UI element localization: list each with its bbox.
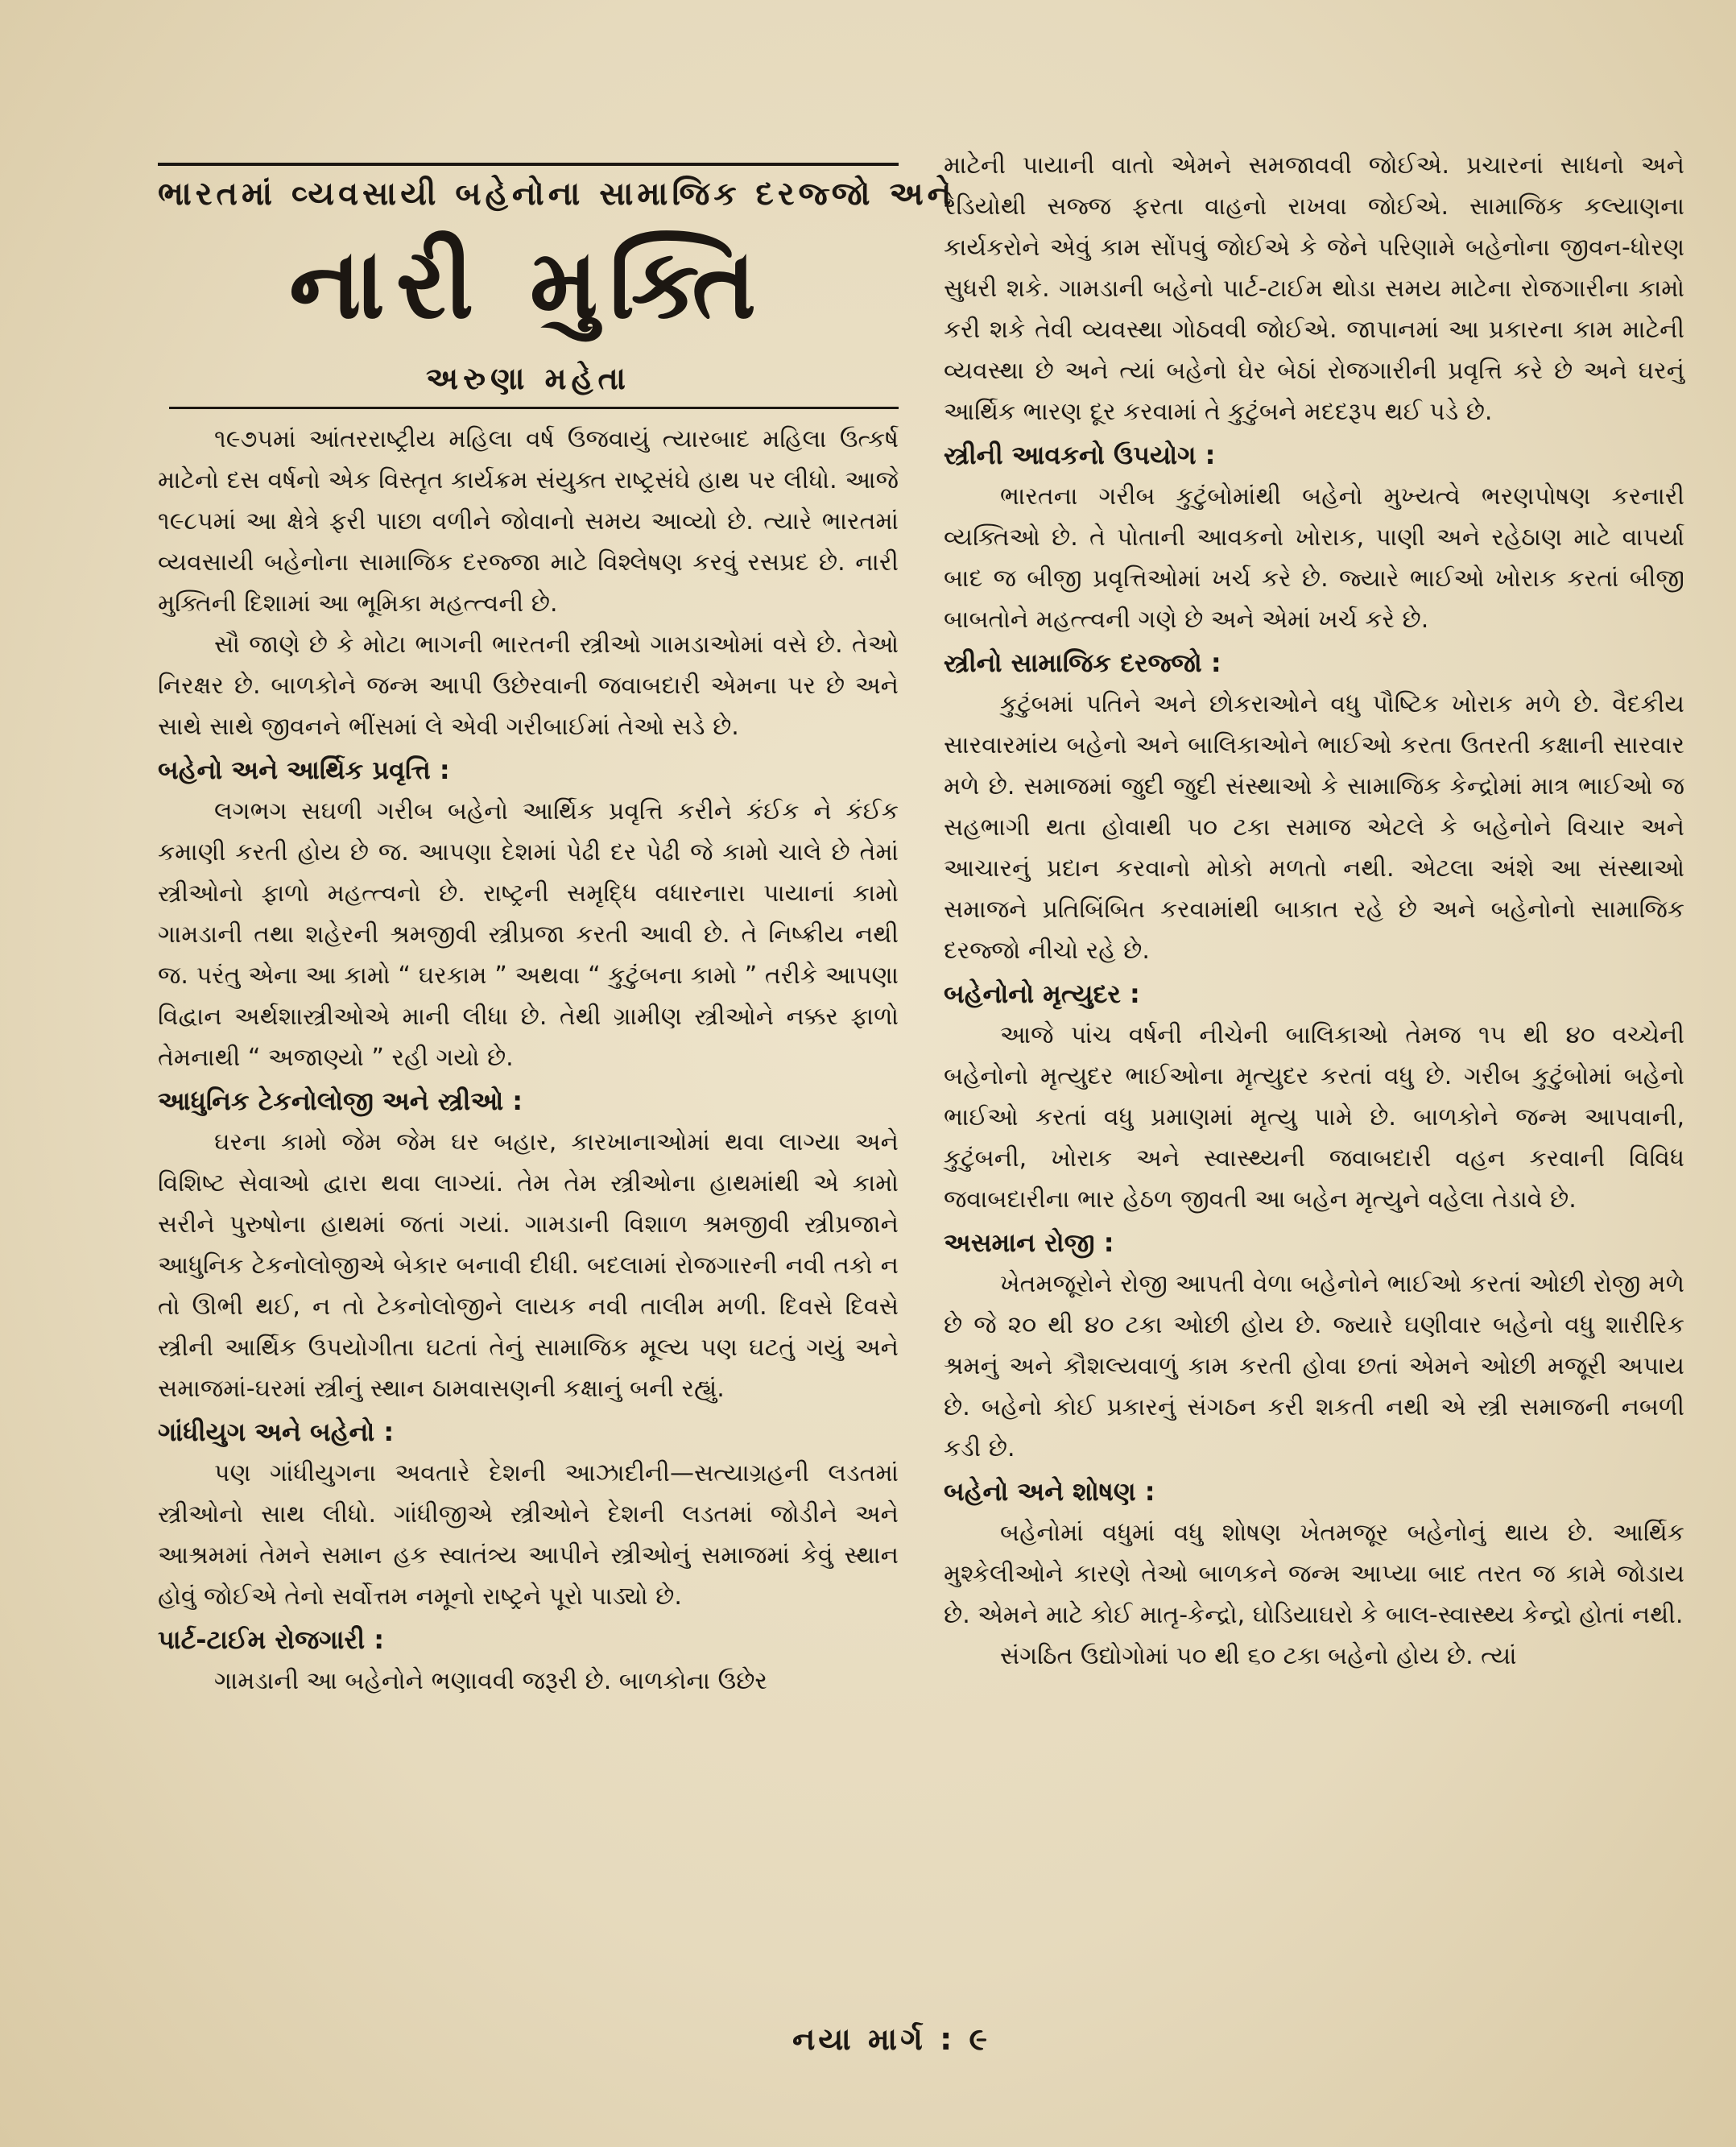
article-author: અરુણા મહેતા: [426, 361, 630, 396]
left-column: [158, 145, 956, 1702]
section-heading: બહેનો અને આર્થિક પ્રવૃત્તિ :: [158, 755, 450, 785]
section-heading: આધુનિક ટેકનોલોજી અને સ્ત્રીઓ :: [158, 1086, 523, 1116]
section-heading: ગાંધીયુગ અને બહેનો :: [158, 1417, 395, 1447]
right-column: [944, 145, 1684, 1677]
section-heading: બહેનો અને શોષણ :: [944, 1476, 1155, 1507]
section-heading: બહેનોનો મૃત્યુદર :: [944, 978, 1140, 1009]
paragraph: ખેતમજૂરોને રોજી આપતી વેળા બહેનોને ભાઈઓ કરતાં ઓછી રોજી મળે છે જે ૨૦ થી ૪૦ ટકા ઓછી હોય છે. જ્યારે ઘણીવાર બહેનો વધુ શારીરિક શ્રમનું અને કૌશલ્યવાળું કામ કરતી હોવા છતાં એમને ઓછી મજૂરી અપાય છે. બહેનો કોઈ પ્રકારનું સંગઠન કરી શકતી નથી એ સ્ત્રી સમાજની નબળી કડી છે.: [944, 1270, 1684, 1462]
paragraph: આજે પાંચ વર્ષની નીચેની બાલિકાઓ તેમજ ૧૫ થી ૪૦ વચ્ચેની બહેનોનો મૃત્યુદર ભાઈઓના મૃત્યુદર કરતાં વધુ છે. ગરીબ કુટુંબોમાં બહેનો ભાઈઓ કરતાં વધુ પ્રમાણમાં મૃત્યુ પામે છે. બાળકોને જન્મ આપવાની, કુટુંબની, ખોરાક અને સ્વાસ્થ્યની જવાબદારી વહન કરવાની વિવિધ જવાબદારીના ભાર હેઠળ જીવતી આ બહેન મૃત્યુને વહેલા તેડાવે છે.: [944, 1021, 1684, 1214]
paragraph: પણ ગાંધીયુગના અવતારે દેશની આઝાદીની—સત્યાગ્રહની લડતમાં સ્ત્રીઓનો સાથ લીધો. ગાંધીજીએ સ્ત્રીઓને દેશની લડતમાં જોડીને અને આશ્રમમાં તેમને સમાન હક સ્વાતંત્ર્ય આપીને સ્ત્રીઓનું સમાજમાં કેવું સ્થાન હોવું જોઈએ તેનો સર્વોત્તમ નમૂનો રાષ્ટ્રને પૂરો પાડ્યો છે.: [158, 1459, 899, 1611]
byline-rule: [169, 407, 899, 409]
page-footer: નયા માર્ગ : ૯: [792, 2021, 991, 2057]
section-heading: પાર્ટ-ટાઈમ રોજગારી :: [158, 1624, 385, 1655]
paragraph: લગભગ સઘળી ગરીબ બહેનો આર્થિક પ્રવૃત્તિ કરીને કંઈક ને કંઈક કમાણી કરતી હોય છે જ. આપણા દેશમાં પેઢી દર પેઢી જે કામો ચાલે છે તેમાં સ્ત્રીઓનો ફાળો મહત્ત્વનો છે. રાષ્ટ્રની સમૃદ્ધિ વધારનારા પાયાનાં કામો ગામડાની તથા શહેરની શ્રમજીવી સ્ત્રીપ્રજા કરતી આવી છે. તે નિષ્ક્રીય નથી જ. પરંતુ એના આ કામો “ ઘરકામ ” અથવા “ કુટુંબના કામો ” તરીકે આપણા વિદ્વાન અર્થશાસ્ત્રીઓએ માની લીધા છે. તેથી ગ્રામીણ સ્ત્રીઓને નક્કર ફાળો તેમનાથી “ અજાણ્યો ” રહી ગયો છે.: [158, 797, 899, 1072]
paragraph: કુટુંબમાં પતિને અને છોકરાઓને વધુ પૌષ્ટિક ખોરાક મળે છે. વૈદકીય સારવારમાંય બહેનો અને બાલિકાઓને ભાઈઓ કરતા ઉતરતી કક્ષાની સારવાર મળે છે. સમાજમાં જુદી જુદી સંસ્થાઓ કે સામાજિક કેન્દ્રોમાં માત્ર ભાઈઓ જ સહભાગી થતા હોવાથી ૫૦ ટકા સમાજ એટલે કે બહેનોને વિચાર અને આચારનું પ્રદાન કરવાનો મોકો મળતો નથી. એટલા અંશે આ સંસ્થાઓ સમાજને પ્રતિબિંબિત કરવામાંથી બાકાત રહે છે અને બહેનોનો સામાજિક દરજ્જો નીચો રહે છે.: [944, 690, 1684, 965]
paragraph: ગામડાની આ બહેનોને ભણાવવી જરૂરી છે. બાળકોના ઉછેર: [214, 1667, 767, 1695]
paragraph: ૧૯૭૫માં આંતરરાષ્ટ્રીય મહિલા વર્ષ ઉજવાયું ત્યારબાદ મહિલા ઉત્કર્ષ માટેનો દસ વર્ષનો એક વિસ્તૃત કાર્યક્રમ સંયુક્ત રાષ્ટ્રસંઘે હાથ પર લીધો. આજે ૧૯૮૫માં આ ક્ષેત્રે ફરી પાછા વળીને જોવાનો સમય આવ્યો છે. ત્યારે ભારતમાં વ્યવસાયી બહેનોના સામાજિક દરજ્જા માટે વિશ્લેષણ કરવું રસપ્રદ છે. નારી મુક્તિની દિશામાં આ ભૂમિકા મહત્ત્વની છે.: [158, 425, 899, 618]
left-body: [158, 419, 899, 1702]
paragraph: ઘરના કામો જેમ જેમ ઘર બહાર, કારખાનાઓમાં થવા લાગ્યા અને વિશિષ્ટ સેવાઓ દ્વારા થવા લાગ્યાં. તેમ તેમ સ્ત્રીઓના હાથમાંથી એ કામો સરીને પુરુષોના હાથમાં જતાં ગયાં. ગામડાની વિશાળ શ્રમજીવી સ્ત્રીપ્રજાને આધુનિક ટેકનોલોજીએ બેકાર બનાવી દીધી. બદલામાં રોજગારની નવી તકો ન તો ઊભી થઈ, ન તો ટેકનોલોજીને લાયક નવી તાલીમ મળી. દિવસે દિવસે સ્ત્રીની આર્થિક ઉપયોગીતા ઘટતાં તેનું સામાજિક મૂલ્ય પણ ઘટતું ગયું અને સમાજમાં-ઘરમાં સ્ત્રીનું સ્થાન ઠામવાસણની કક્ષાનું બની રહ્યું.: [158, 1128, 899, 1403]
paragraph: સંગઠિત ઉદ્યોગોમાં ૫૦ થી ૬૦ ટકા બહેનો હોય છે. ત્યાં: [1000, 1642, 1517, 1670]
paragraph-continued: માટેની પાયાની વાતો એમને સમજાવવી જોઈએ. પ્રચારનાં સાધનો અને રેડિયોથી સજ્જ ફરતા વાહનો રાખવા જોઈએ. સામાજિક કલ્યાણના કાર્યકરોને એવું કામ સોંપવું જોઈએ કે જેને પરિણામે બહેનોના જીવન-ધોરણ સુધરી શકે. ગામડાની બહેનો પાર્ટ-ટાઈમ થોડા સમય માટેના રોજગારીના કામો કરી શકે તેવી વ્યવસ્થા ગોઠવવી જોઈએ. જાપાનમાં આ પ્રકારના કામ માટેની વ્યવસ્થા છે અને ત્યાં બહેનો ઘેર બેઠાં રોજગારીની પ્રવૃત્તિ કરે છે અને ઘરનું આર્થિક ભારણ દૂર કરવામાં તે કુટુંબને મદદરૂપ થઈ પડે છે.: [944, 151, 1684, 426]
paragraph: સૌ જાણે છે કે મોટા ભાગની ભારતની સ્ત્રીઓ ગામડાઓમાં વસે છે. તેઓ નિરક્ષર છે. બાળકોને જન્મ આપી ઉછેરવાની જવાબદારી એમના પર છે અને સાથે સાથે જીવનને ભીંસમાં લે એવી ગરીબાઈમાં તેઓ સડે છે.: [158, 631, 899, 741]
article-kicker: ભારતમાં વ્યવસાયી બહેનોના સામાજિક દરજ્જો અને: [158, 176, 956, 213]
paragraph: બહેનોમાં વધુમાં વધુ શોષણ ખેતમજૂર બહેનોનું થાય છે. આર્થિક મુશ્કેલીઓને કારણે તેઓ બાળકને જન્મ આપ્યા બાદ તરત જ કામે જોડાય છે. એમને માટે કોઈ માતૃ-કેન્દ્રો, ઘોડિયાઘરો કે બાલ-સ્વાસ્થ્ય કેન્દ્રો હોતાં નથી.: [944, 1519, 1684, 1629]
article-title: નારી મુક્તિ: [289, 229, 767, 341]
section-heading: અસમાન રોજી :: [944, 1227, 1114, 1258]
paragraph: ભારતના ગરીબ કુટુંબોમાંથી બહેનો મુખ્યત્વે ભરણપોષણ કરનારી વ્યક્તિઓ છે. તે પોતાની આવકનો ખોરાક, પાણી અને રહેઠાણ માટે વાપર્યા બાદ જ બીજી પ્રવૃત્તિઓમાં ખર્ચ કરે છે. જ્યારે ભાઈઓ ખોરાક કરતાં બીજી બાબતોને મહત્ત્વની ગણે છે અને એમાં ખર્ચ કરે છે.: [944, 482, 1684, 634]
section-heading: સ્ત્રીનો સામાજિક દરજ્જો :: [944, 647, 1221, 678]
top-rule: [158, 163, 899, 166]
section-heading: સ્ત્રીની આવકનો ઉપયોગ :: [944, 440, 1216, 470]
